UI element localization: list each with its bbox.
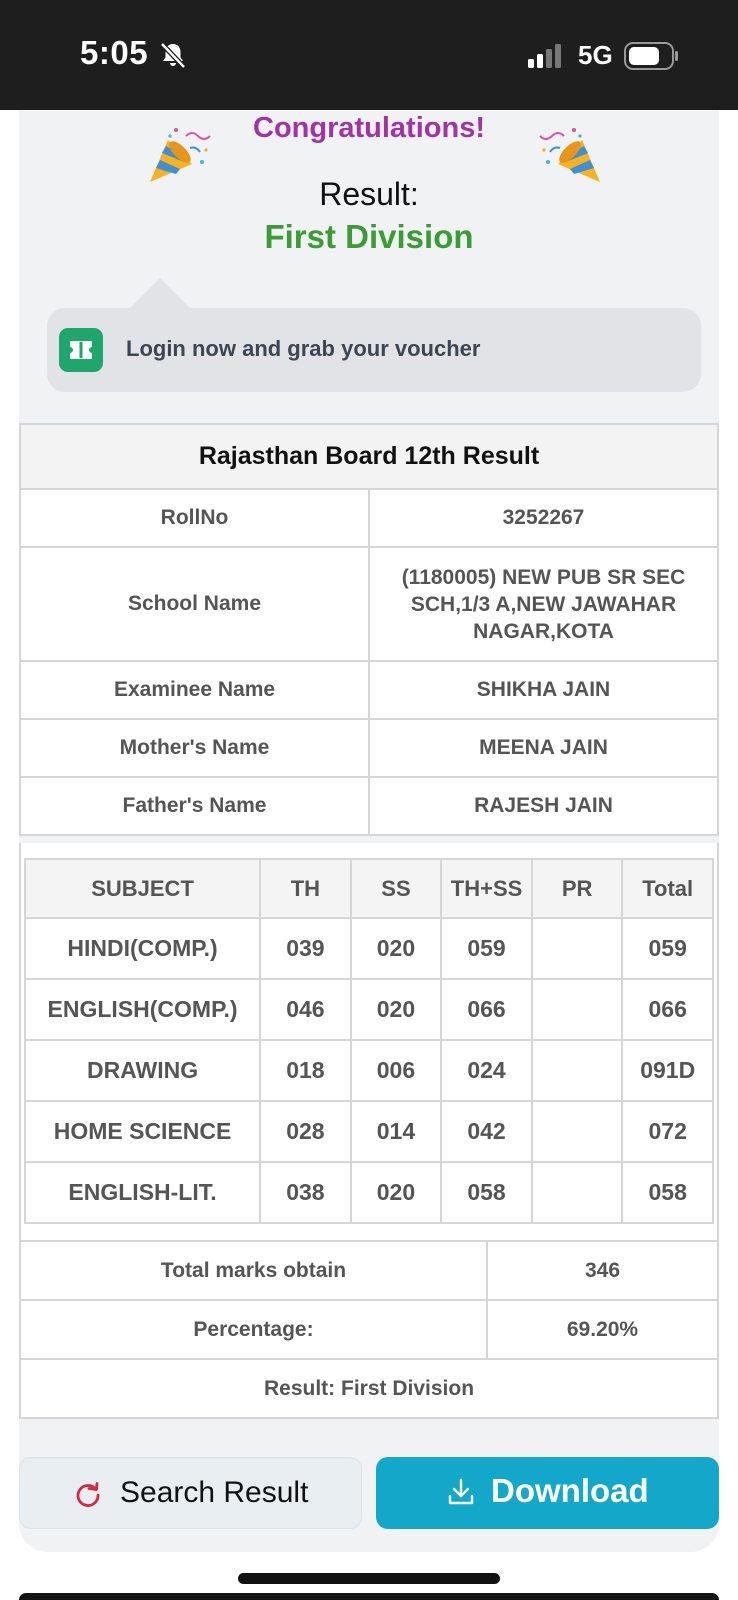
table-row — [25, 979, 713, 1040]
table-row — [20, 719, 718, 777]
examinee-name-label: Examinee Name — [20, 661, 369, 719]
congratulations-heading: Congratulations! — [253, 112, 485, 144]
marks-cell: 046 — [260, 979, 351, 1040]
roll-no-value: 3252267 — [369, 489, 718, 547]
marks-cell: 058 — [441, 1162, 532, 1223]
network-label: 5G — [578, 40, 613, 70]
marks-cell: 059 — [441, 918, 532, 979]
school-name-value: (1180005) NEW PUB SR SEC SCH,1/3 A,NEW JAWAHAR NAGAR,KOTA — [369, 547, 718, 661]
marks-cell — [532, 979, 623, 1040]
student-info-table — [19, 423, 719, 836]
percentage-label: Percentage: — [20, 1300, 487, 1359]
table-row — [20, 547, 718, 661]
table-row — [25, 1040, 713, 1101]
school-name-label: School Name — [20, 547, 369, 661]
download-button[interactable] — [376, 1457, 719, 1529]
ticket-icon — [59, 328, 103, 372]
subject-cell: HOME SCIENCE — [25, 1101, 260, 1162]
examinee-name-value: SHIKHA JAIN — [369, 661, 718, 719]
marks-cell: 024 — [441, 1040, 532, 1101]
column-header: TH — [260, 859, 351, 918]
marks-cell: 014 — [351, 1101, 442, 1162]
total-marks-label: Total marks obtain — [20, 1241, 487, 1300]
marks-cell: 066 — [441, 979, 532, 1040]
column-header: TH+SS — [441, 859, 532, 918]
total-marks-value: 346 — [487, 1241, 718, 1300]
column-header: PR — [532, 859, 623, 918]
marks-cell: 039 — [260, 918, 351, 979]
table-row — [20, 661, 718, 719]
table-row — [20, 777, 718, 835]
marks-table — [24, 858, 714, 1224]
percentage-value: 69.20% — [487, 1300, 718, 1359]
marks-cell — [532, 1101, 623, 1162]
voucher-text: Login now and grab your voucher — [126, 336, 481, 361]
subject-cell: ENGLISH-LIT. — [25, 1162, 260, 1223]
marks-cell — [532, 1162, 623, 1223]
column-header: SS — [351, 859, 442, 918]
download-icon — [446, 1477, 476, 1507]
father-name-label: Father's Name — [20, 777, 369, 835]
download-label: Download — [491, 1472, 649, 1509]
table-row — [25, 1101, 713, 1162]
marks-cell: 028 — [260, 1101, 351, 1162]
status-time: 5:05 — [80, 34, 149, 71]
marks-cell: 018 — [260, 1040, 351, 1101]
summary-table — [19, 1240, 719, 1419]
voucher-pointer — [130, 278, 190, 308]
result-table-title: Rajasthan Board 12th Result — [20, 424, 718, 489]
marks-cell: 058 — [622, 1162, 713, 1223]
mother-name-label: Mother's Name — [20, 719, 369, 777]
marks-cell: 006 — [351, 1040, 442, 1101]
roll-no-label: RollNo — [20, 489, 369, 547]
search-result-button[interactable] — [19, 1457, 362, 1529]
marks-cell: 091D — [622, 1040, 713, 1101]
marks-cell: 066 — [622, 979, 713, 1040]
subject-cell: ENGLISH(COMP.) — [25, 979, 260, 1040]
final-result-text: Result: First Division — [20, 1359, 718, 1418]
subject-cell: HINDI(COMP.) — [25, 918, 260, 979]
table-row — [20, 489, 718, 547]
marks-cell: 020 — [351, 979, 442, 1040]
marks-cell — [532, 1040, 623, 1101]
column-header: SUBJECT — [25, 859, 260, 918]
table-row — [20, 1359, 718, 1418]
marks-cell: 059 — [622, 918, 713, 979]
table-row — [20, 1241, 718, 1300]
marks-cell: 042 — [441, 1101, 532, 1162]
marks-cell: 020 — [351, 1162, 442, 1223]
subject-cell: DRAWING — [25, 1040, 260, 1101]
result-division: First Division — [264, 218, 474, 255]
signal-icon — [528, 44, 564, 68]
table-row — [20, 1300, 718, 1359]
column-header: Total — [622, 859, 713, 918]
mother-name-value: MEENA JAIN — [369, 719, 718, 777]
marks-cell: 038 — [260, 1162, 351, 1223]
search-result-label: Search Result — [120, 1476, 309, 1509]
father-name-value: RAJESH JAIN — [369, 777, 718, 835]
voucher-banner[interactable] — [47, 308, 701, 392]
home-indicator[interactable] — [238, 1573, 500, 1584]
marks-cell: 072 — [622, 1101, 713, 1162]
marks-header-row — [25, 859, 713, 918]
table-row — [25, 1162, 713, 1223]
refresh-icon — [74, 1481, 102, 1509]
marks-cell: 020 — [351, 918, 442, 979]
result-label: Result: — [319, 176, 419, 212]
status-bar — [0, 0, 738, 110]
battery-icon — [624, 42, 680, 70]
marks-cell — [532, 918, 623, 979]
table-row — [25, 918, 713, 979]
bottom-bar — [19, 1593, 719, 1600]
bell-muted-icon — [158, 40, 188, 70]
